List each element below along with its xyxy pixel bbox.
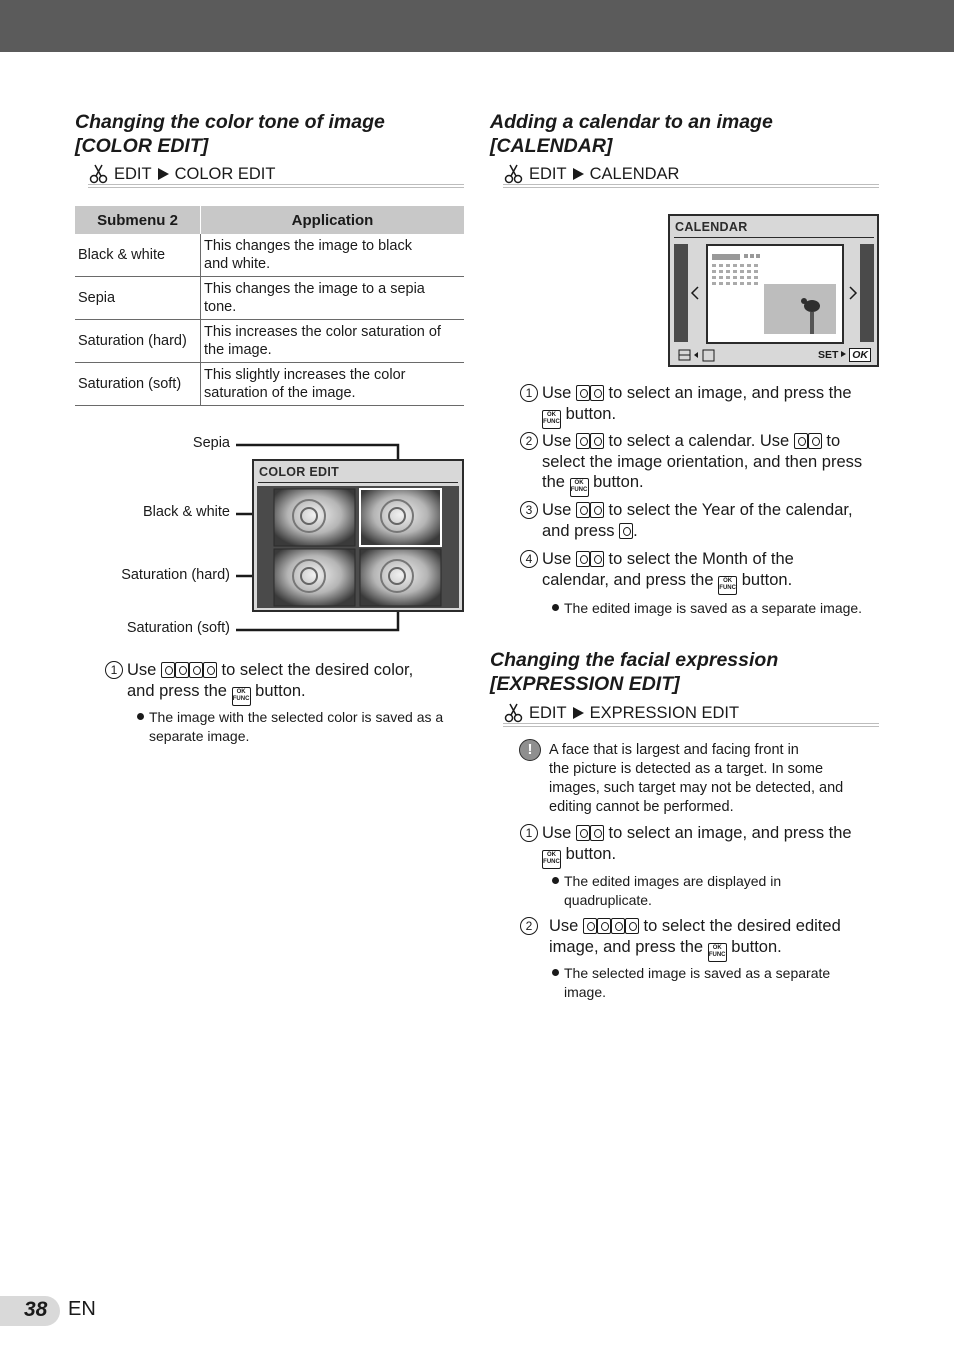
step-text: and press xyxy=(542,521,615,540)
warning-text: editing cannot be performed. xyxy=(549,799,734,815)
menu-edit-label: EDIT xyxy=(529,165,567,183)
expression-note-2 xyxy=(564,964,884,1002)
calendar-note: The edited image is saved as a separate image. xyxy=(564,600,863,616)
table-cell-application xyxy=(201,363,465,406)
step-text: button. xyxy=(741,570,793,589)
expression-title-line2: [EXPRESSION EDIT] xyxy=(490,673,680,695)
right-button-icon xyxy=(590,385,604,401)
menu-edit-label: EDIT xyxy=(529,704,567,722)
bullet xyxy=(552,604,559,611)
func-text: FUNC xyxy=(543,418,560,425)
thumbnail-saturation-hard xyxy=(274,549,355,606)
step-text: Use xyxy=(542,501,572,519)
menu-calendar-label: CALENDAR xyxy=(589,165,680,183)
submenu-table xyxy=(75,206,464,406)
calendar-screen xyxy=(668,214,879,367)
top-bar xyxy=(0,0,954,52)
page-language: EN xyxy=(68,1298,96,1320)
note-text: The edited images are displayed in xyxy=(564,873,782,889)
left-button-icon xyxy=(576,825,590,841)
step-number: 1 xyxy=(520,384,538,402)
step-text: Use xyxy=(542,384,572,402)
label-saturation-soft: Saturation (soft) xyxy=(126,620,230,636)
ok-text: OK xyxy=(712,944,722,951)
scissors-icon xyxy=(503,703,525,723)
calendar-step-2 xyxy=(542,431,882,497)
step-text: button. xyxy=(565,844,617,863)
calendar-menu-path xyxy=(503,164,879,188)
step-text: Use xyxy=(542,432,572,450)
page-number-tab xyxy=(0,1296,60,1326)
thumbnail-saturation-soft xyxy=(360,549,441,606)
screen-title-divider xyxy=(258,482,458,483)
step-number: 2 xyxy=(520,432,538,450)
note-text: image. xyxy=(564,984,607,1000)
cell-line: This changes the image to a sepia xyxy=(204,281,425,297)
calendar-title-line1: Adding a calendar to an image xyxy=(490,111,773,133)
warning-text: the picture is detected as a target. In some xyxy=(549,761,824,777)
step-text: select the image orientation, and then press xyxy=(542,452,863,471)
cell-line: This slightly increases the color xyxy=(204,367,406,383)
table-row xyxy=(75,363,464,406)
cell-line: This increases the color saturation of xyxy=(204,324,441,340)
step-text: to select an image, and press the xyxy=(608,824,852,842)
cell-line: and white. xyxy=(204,256,271,272)
calendar-title xyxy=(490,110,773,158)
ok-func-button-icon xyxy=(708,943,727,962)
expression-edit-title xyxy=(490,648,778,696)
step-text: to select the desired color, xyxy=(221,661,414,679)
func-text: FUNC xyxy=(543,858,560,865)
color-edit-title xyxy=(75,110,385,158)
up-button-icon xyxy=(576,502,590,518)
label-sepia: Sepia xyxy=(192,435,230,451)
step-text: the xyxy=(542,473,565,491)
step-text: Use xyxy=(542,550,572,568)
table-header-application: Application xyxy=(201,206,465,234)
step-text: Use xyxy=(127,661,157,679)
step-text: to select the Year of the calendar, xyxy=(608,501,853,519)
arrow-right-icon xyxy=(841,351,846,357)
set-ok-hint xyxy=(818,349,871,361)
step-text: button. xyxy=(565,404,617,423)
ok-text: OK xyxy=(849,348,871,362)
down-button-icon xyxy=(175,662,189,678)
arrow-right-icon xyxy=(573,168,584,180)
color-edit-note xyxy=(149,708,469,746)
table-cell-submenu: Saturation (hard) xyxy=(75,320,201,363)
scissors-icon xyxy=(503,164,525,184)
calendar-preview-graphic xyxy=(708,246,842,342)
step-text: to select the desired edited xyxy=(643,917,841,935)
left-button-icon xyxy=(576,385,590,401)
expression-step-2 xyxy=(549,916,884,962)
left-button-icon xyxy=(189,662,203,678)
ok-text: OK xyxy=(723,577,733,584)
table-row xyxy=(75,277,464,320)
func-text: FUNC xyxy=(570,487,588,493)
expression-warning xyxy=(549,741,884,817)
menu-expression-edit-label: EXPRESSION EDIT xyxy=(589,704,740,722)
left-button-icon xyxy=(576,433,590,449)
right-button-icon xyxy=(590,433,604,449)
table-row xyxy=(75,234,464,277)
right-button-icon xyxy=(619,523,633,539)
step-text: to select the Month of the xyxy=(608,550,794,568)
up-button-icon xyxy=(794,433,808,449)
up-button-icon xyxy=(583,918,597,934)
cell-line: This changes the image to black xyxy=(204,238,412,254)
note-text: quadruplicate. xyxy=(564,892,652,908)
table-row xyxy=(75,320,464,363)
step-text: . xyxy=(633,521,638,540)
down-button-icon xyxy=(808,433,822,449)
expression-step-1 xyxy=(542,823,882,869)
color-edit-menu-path xyxy=(88,164,464,188)
right-button-icon xyxy=(590,825,604,841)
color-edit-step-1 xyxy=(127,660,467,706)
thumbnail-sepia xyxy=(274,489,355,546)
down-button-icon xyxy=(597,918,611,934)
table-cell-submenu: Saturation (soft) xyxy=(75,363,201,406)
note-text: separate image. xyxy=(149,728,250,744)
up-button-icon xyxy=(576,551,590,567)
table-cell-application xyxy=(201,320,465,363)
scissors-icon xyxy=(88,164,110,184)
ok-text: OK xyxy=(574,480,584,486)
warning-icon: ! xyxy=(519,739,541,761)
step-number: 2 xyxy=(520,917,538,935)
thumbnail-black-white xyxy=(360,489,441,546)
table-cell-submenu: Sepia xyxy=(75,277,201,320)
right-button-icon xyxy=(625,918,639,934)
calendar-title-line2: [CALENDAR] xyxy=(490,135,613,157)
menu-edit-label: EDIT xyxy=(114,165,152,183)
expression-note-1 xyxy=(564,872,884,910)
up-button-icon xyxy=(161,662,175,678)
table-cell-application xyxy=(201,234,465,277)
callout-line-sat-soft xyxy=(236,610,398,630)
calendar-step-1 xyxy=(542,383,882,429)
arrow-right-icon xyxy=(158,168,169,180)
color-edit-title-line1: Changing the color tone of image xyxy=(75,111,385,133)
ok-text: OK xyxy=(236,688,246,695)
step-text: Use xyxy=(542,824,572,842)
warning-text: A face that is largest and facing front in xyxy=(549,742,799,758)
screen-title: CALENDAR xyxy=(675,220,748,234)
screen-title-divider xyxy=(674,237,874,238)
ok-func-button-icon xyxy=(718,576,737,595)
step-text: and press the xyxy=(127,681,227,700)
step-text: to select a calendar. Use xyxy=(608,432,790,450)
step-text: to select an image, and press the xyxy=(608,384,852,402)
bullet xyxy=(552,877,559,884)
step-number: 4 xyxy=(520,550,538,568)
step-number: 1 xyxy=(105,661,123,679)
cell-line: the image. xyxy=(204,342,272,358)
step-text: Use xyxy=(549,917,579,935)
step-text: calendar, and press the xyxy=(542,570,714,589)
screen-right-panel xyxy=(860,244,874,342)
chevron-left-icon xyxy=(690,286,700,300)
arrow-right-icon xyxy=(573,707,584,719)
calendar-step-4 xyxy=(542,549,882,595)
down-button-icon xyxy=(590,551,604,567)
ok-func-button-icon xyxy=(542,410,561,429)
step-text: image, and press the xyxy=(549,937,704,956)
chevron-right-icon xyxy=(848,286,858,300)
color-edit-title-line2: [COLOR EDIT] xyxy=(75,135,209,157)
table-cell-application xyxy=(201,277,465,320)
warning-text: images, such target may not be detected, and xyxy=(549,780,844,796)
step-text: button. xyxy=(593,473,644,491)
calendar-step-3 xyxy=(542,500,887,541)
table-header-submenu: Submenu 2 xyxy=(75,206,201,234)
note-text: The image with the selected color is saved as a xyxy=(149,709,444,725)
screen-left-panel xyxy=(674,244,688,342)
screen-title: COLOR EDIT xyxy=(259,465,340,479)
ok-func-button-icon xyxy=(232,687,251,706)
color-edit-screen xyxy=(252,459,464,612)
label-black-white: Black & white xyxy=(142,504,230,520)
step-text: button. xyxy=(731,937,782,956)
step-text: button. xyxy=(255,681,306,700)
cell-line: saturation of the image. xyxy=(204,385,356,401)
down-button-icon xyxy=(590,502,604,518)
func-text: FUNC xyxy=(719,584,736,591)
ok-func-button-icon xyxy=(570,478,589,497)
page-number: 38 xyxy=(24,1298,48,1321)
orientation-icon xyxy=(678,348,718,362)
callout-line-sepia xyxy=(236,445,398,460)
calendar-preview xyxy=(706,244,844,344)
ok-text: OK xyxy=(547,851,556,858)
expression-menu-path xyxy=(503,703,879,727)
label-saturation-hard: Saturation (hard) xyxy=(121,567,230,583)
cell-line: tone. xyxy=(204,299,237,315)
rose-thumbnails xyxy=(257,486,459,608)
note-text: The selected image is saved as a separate xyxy=(564,965,831,981)
bullet xyxy=(137,713,144,720)
expression-title-line1: Changing the facial expression xyxy=(490,649,779,671)
ok-func-button-icon xyxy=(542,850,561,869)
left-button-icon xyxy=(611,918,625,934)
screen-preview-area xyxy=(257,486,459,608)
right-button-icon xyxy=(203,662,217,678)
set-text: SET xyxy=(818,349,839,361)
ok-text: OK xyxy=(547,411,556,418)
menu-color-edit-label: COLOR EDIT xyxy=(174,165,276,183)
bullet xyxy=(552,969,559,976)
func-text: FUNC xyxy=(232,695,250,702)
step-number: 3 xyxy=(520,501,538,519)
table-cell-submenu: Black & white xyxy=(75,234,201,277)
step-text: to xyxy=(826,432,841,450)
func-text: FUNC xyxy=(708,951,726,958)
step-number: 1 xyxy=(520,824,538,842)
